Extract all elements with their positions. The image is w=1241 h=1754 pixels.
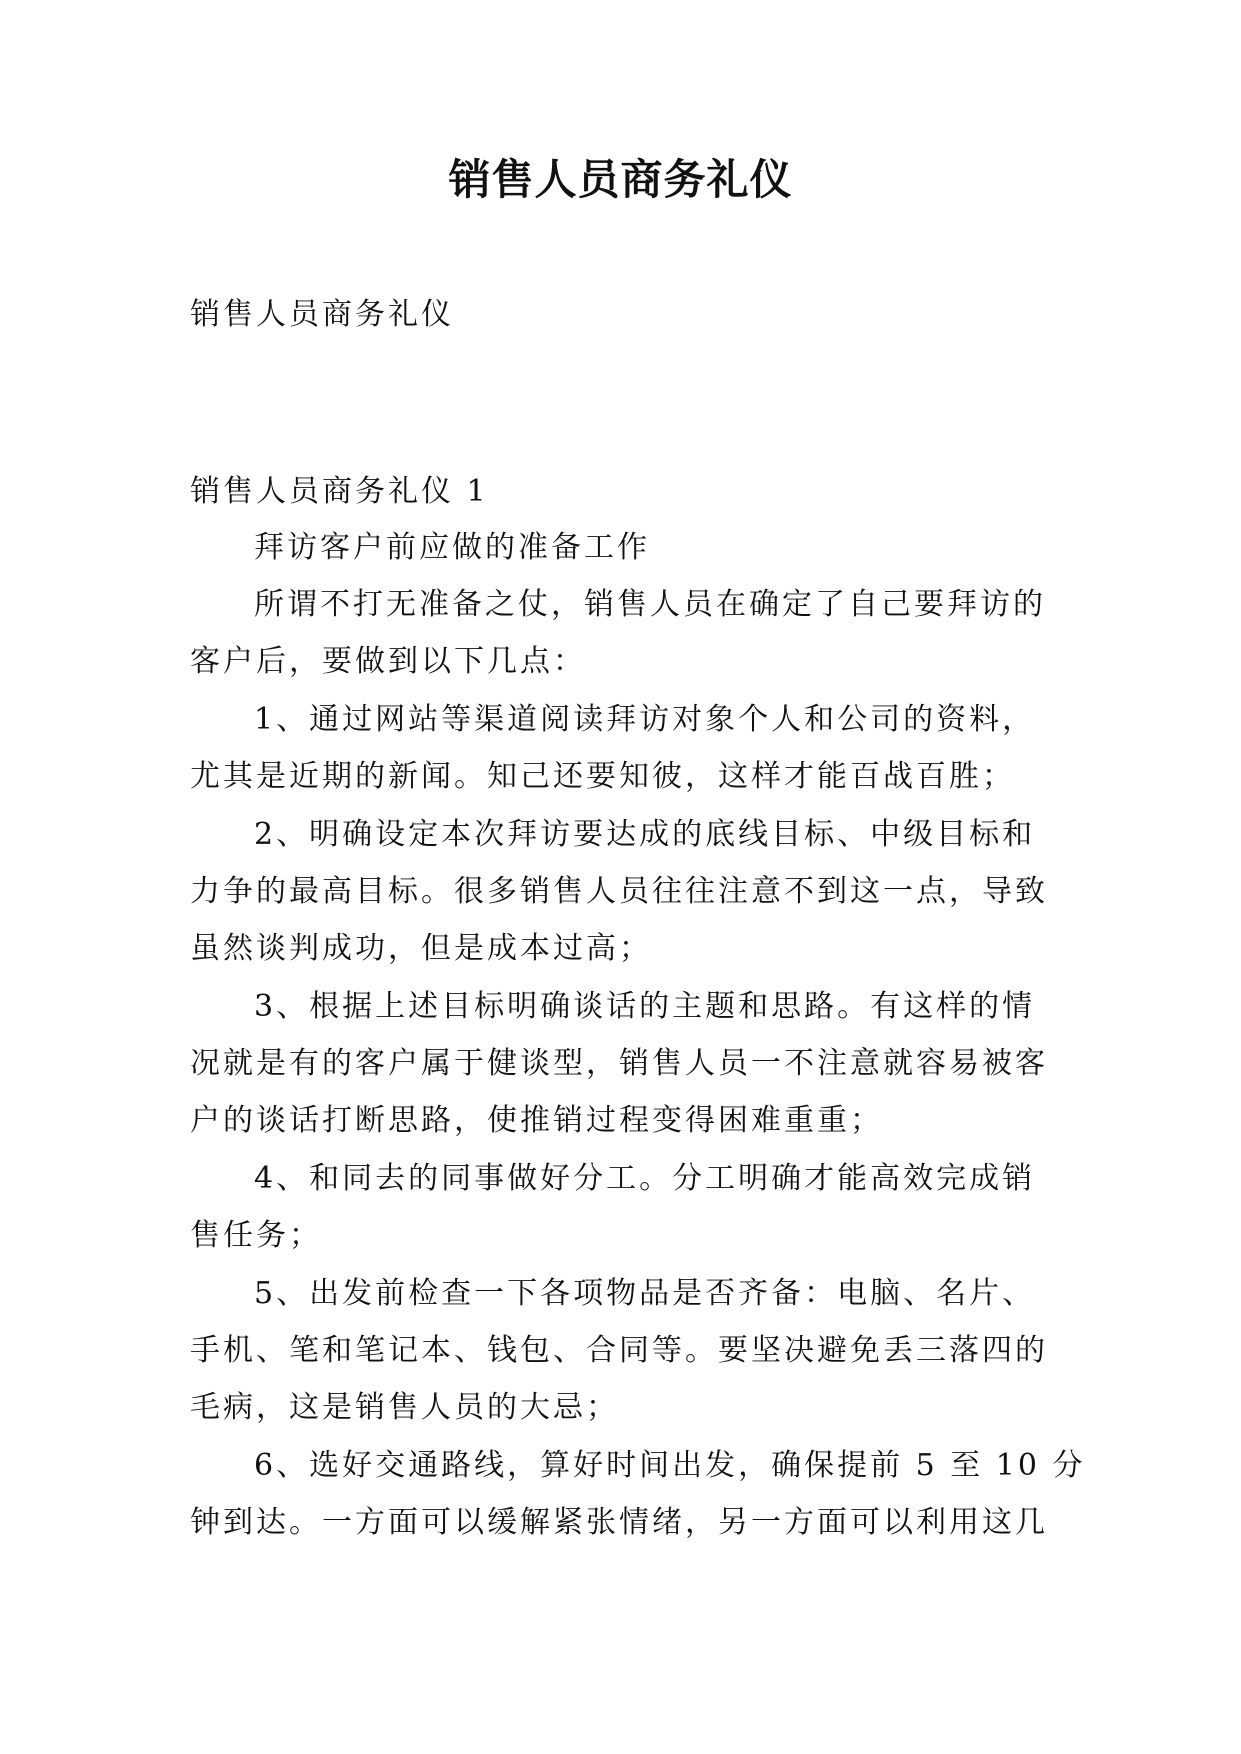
section-heading: 销售人员商务礼仪 1: [190, 474, 489, 509]
document-title: 销售人员商务礼仪: [448, 155, 793, 204]
paragraph-line: 客户后，要做到以下几点：: [190, 644, 586, 679]
paragraph-line: 2、明确设定本次拜访要达成的底线目标、中级目标和: [254, 817, 1036, 852]
document-subtitle: 销售人员商务礼仪: [190, 297, 454, 332]
paragraph-line: 1、通过网站等渠道阅读拜访对象个人和公司的资料，: [254, 702, 1036, 737]
paragraph-line: 拜访客户前应做的准备工作: [254, 530, 650, 565]
paragraph-line: 售任务；: [190, 1218, 322, 1253]
paragraph-line: 毛病，这是销售人员的大忌；: [190, 1390, 619, 1425]
paragraph-line: 况就是有的客户属于健谈型，销售人员一不注意就容易被客: [190, 1046, 1048, 1081]
paragraph-line: 所谓不打无准备之仗，销售人员在确定了自己要拜访的: [254, 587, 1046, 622]
paragraph-line: 6、选好交通路线，算好时间出发，确保提前 5 至 10 分: [254, 1448, 1086, 1483]
paragraph-line: 尤其是近期的新闻。知己还要知彼，这样才能百战百胜；: [190, 759, 1015, 794]
paragraph-line: 4、和同去的同事做好分工。分工明确才能高效完成销: [254, 1161, 1036, 1196]
paragraph-line: 力争的最高目标。很多销售人员往往注意不到这一点，导致: [190, 874, 1048, 909]
paragraph-line: 虽然谈判成功，但是成本过高；: [190, 931, 652, 966]
paragraph-line: 手机、笔和笔记本、钱包、合同等。要坚决避免丢三落四的: [190, 1333, 1048, 1368]
paragraph-line: 户的谈话打断思路，使推销过程变得困难重重；: [190, 1103, 883, 1138]
paragraph-line: 5、出发前检查一下各项物品是否齐备：电脑、名片、: [254, 1276, 1036, 1311]
paragraph-line: 3、根据上述目标明确谈话的主题和思路。有这样的情: [254, 989, 1036, 1024]
paragraph-line: 钟到达。一方面可以缓解紧张情绪，另一方面可以利用这几: [190, 1505, 1048, 1540]
